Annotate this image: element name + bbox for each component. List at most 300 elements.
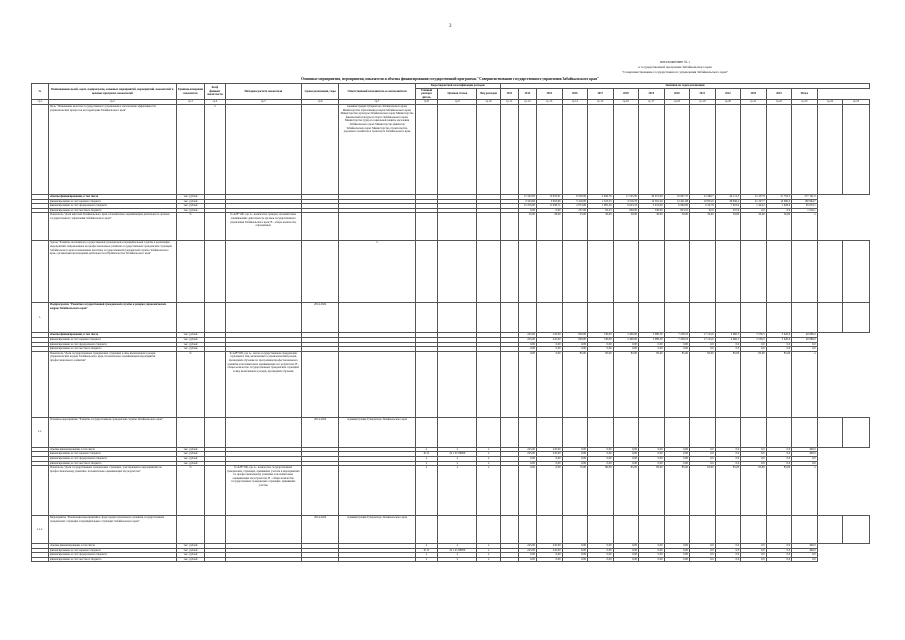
empty-cell [639,303,665,333]
table-body [32,104,870,562]
appendix-line-2: к государственной программе Забайкальского края [638,65,712,69]
value-cell: 600,00 [613,208,639,213]
bk-cell: x [477,456,500,461]
unit-cell: тыс. рублей [176,194,205,199]
empty-cell [562,516,588,544]
column-number: гр.19 [690,100,716,105]
value-cell: 0,00 [518,208,536,213]
value-cell: 0,0 [741,347,767,352]
empty-cell [613,516,639,544]
section-name: Подпрограмма "Развитие государственной гражданской службы и резерва управленческих кадров Забайкальского края" [49,303,177,333]
value-cell: 0,0 [715,452,741,457]
empty-cell [613,241,639,303]
value-cell: 0,00 [639,447,665,452]
value-cell: 0,0 [690,557,716,562]
empty-cell [843,417,870,447]
unit-cell: тыс. рублей [176,204,205,209]
bk-cell: x [415,461,437,466]
value-cell: 0,00 [639,548,665,553]
value-cell: 0,00 [664,548,690,553]
value-cell: 0,00 [518,557,536,562]
value-cell: 0,0 [792,342,818,347]
bk-cell: 0113 [415,548,437,553]
column-number: гр.25 [843,100,870,105]
header-bk-target: Целевая статья [438,88,477,100]
value-cell: 0,0 [741,456,767,461]
column-number: гр.24 [817,100,843,105]
column-number: гр.15 [588,100,614,105]
table-header [32,84,870,105]
value-cell: 0,00 [536,208,562,213]
value-cell-2013 [500,351,518,417]
value-cell: 0,0 [690,452,716,457]
header-no: № [32,84,49,100]
column-number: гр.6 [302,100,339,105]
empty-cell [438,241,477,303]
coef-cell [205,351,225,417]
value-cell: 0,0 [792,557,818,562]
value-cell: 0,0 [715,553,741,558]
empty-cell [562,104,588,194]
header-year: 2024 [766,88,792,100]
value-cell: 3 556,5 [741,337,767,342]
value-cell: 85,00 [715,351,741,417]
empty-cell [741,417,767,447]
value-cell: 0,0 [715,548,741,553]
unit-cell: % [176,351,205,417]
bk-cell: x [477,548,500,553]
value-cell: 85,00 [690,351,716,417]
value-cell: 0,00 [588,544,614,549]
row-name: финансирование за счет местного бюджета [49,557,177,562]
value-cell: 245,00 [518,337,536,342]
empty-cell [690,104,716,194]
value-cell: 85,00 [664,351,690,417]
value-cell: 6 990,00 [664,204,690,209]
value-cell: 85,00 [562,351,588,417]
value-cell: 277 191,0 [792,194,818,199]
row-name: Показатель "Доля государственных гражданских служащих и лиц, включенных в резерв управленческих кадров Забайкальского края, положительно оценивающих мероприятия профессионального развития" [49,351,177,417]
bk-cell [477,351,500,417]
term-cell: 2014-2024 [302,303,339,333]
table-row [32,351,870,417]
header-coef: Коэф фициент значи мости [205,84,225,100]
value-cell: 0,00 [518,461,536,466]
empty-cell [536,417,562,447]
column-number: гр.23 [792,100,818,105]
value-cell: 40 086,0 [792,337,818,342]
section-row [32,303,870,333]
value-cell: 0,00 [639,461,665,466]
value-cell: 3 556,5 [741,333,767,338]
term-cell [302,104,339,194]
header-year: 2021 [690,88,716,100]
value-cell: 0,00 [639,452,665,457]
empty-cell [438,104,477,194]
unit-cell [176,303,205,333]
value-cell: 0,0 [690,447,716,452]
value-cell: x [792,213,818,241]
section-row [32,417,870,447]
value-cell: 0,0 [766,452,792,457]
value-cell: 11 525,90 [613,194,639,199]
value-cell: 0,0 [741,342,767,347]
value-cell: 6 623,10 [613,204,639,209]
coef-cell [205,516,225,544]
value-cell: 0,00 [664,447,690,452]
section-name: Мероприятие "Реализация мероприятий в сфере профессионального развития государственных гражданских служащих и муниципальных служащих Забайкальского края" [49,516,177,544]
value-cell: 0,00 [562,544,588,549]
value-cell: 740,00 [588,333,614,338]
number-cell: 1.1.1. [32,516,49,544]
value-cell: 3 620,0 [766,337,792,342]
value-cell: 0,0 [741,452,767,457]
appendix-line-1: ПРИЛОЖЕНИЕ № 1 [659,60,691,64]
value-cell: 0,0 [690,347,716,352]
value-cell: 2 343,66 [518,199,536,204]
empty-cell [415,417,437,447]
value-cell: 0,00 [664,544,690,549]
row-name: Показатель "Доля государственных гражданских служащих, участвующих в мероприятиях по профессиональному развитию, положительно оценивающих их результаты" [49,466,177,516]
value-cell: 85,00 [639,466,665,516]
value-cell: 0,00 [664,557,690,562]
resp-cell [339,557,416,562]
value-cell: 245,00 [518,333,536,338]
empty-cell [536,516,562,544]
unit-cell: тыс. рублей [176,333,205,338]
value-cell: 850,00 [562,337,588,342]
number-cell [32,213,49,241]
unit-cell: % [176,213,205,241]
value-cell: 21 793,5 [766,194,792,199]
value-cell: 0,0 [741,461,767,466]
value-cell: 245,00 [518,447,536,452]
bk-cell: x [438,553,477,558]
empty-cell [500,516,518,544]
resp-cell [339,303,416,333]
value-cell: 0,00 [562,557,588,562]
column-number: гр.5 [225,100,302,105]
column-number: гр.12 [518,100,536,105]
coef-cell: x [205,104,225,194]
header-bk-type: Вид расходов [477,88,500,100]
empty-cell [664,241,690,303]
empty-cell [588,241,614,303]
unit-cell: тыс. рублей [176,208,205,213]
value-cell: 0,0 [741,548,767,553]
row-name: финансирование за счет местного бюджета [49,461,177,466]
value-cell: 85,00 [613,466,639,516]
coef-cell [205,213,225,241]
bk-cell [415,351,437,417]
empty-cell [415,104,437,194]
value-cell: 245,00 [536,452,562,457]
value-cell: 1 424,2 [741,204,767,209]
value-cell: 10 823,0 [690,199,716,204]
unit-cell: тыс. рублей [176,342,205,347]
empty-cell [588,516,614,544]
row-name: объемы финансирования, в том числе [49,447,177,452]
value-cell: 0,0 [690,548,716,553]
value-cell: 0,0 [715,544,741,549]
value-cell: 65 653,1 [792,204,818,209]
column-number: гр.22 [766,100,792,105]
empty-cell [664,303,690,333]
empty-cell [690,241,716,303]
header-term: Сроки реализации, годы [302,84,339,100]
bk-cell [438,351,477,417]
value-cell: 0,00 [613,461,639,466]
bk-cell: x [415,544,437,549]
value-cell: 0,00 [613,447,639,452]
program-table [31,83,870,562]
value-cell: 0,00 [562,342,588,347]
empty-cell [500,303,518,333]
empty-cell [817,417,843,447]
value-cell: 0,0 [766,461,792,466]
empty-cell [817,516,843,544]
value-cell: 85,00 [664,466,690,516]
value-cell: 0,0 [741,544,767,549]
bk-cell [477,213,500,241]
section-row [32,241,870,303]
column-number: гр.2 [49,100,177,105]
value-cell: 85,00 [715,466,741,516]
bk-cell: x [477,447,500,452]
empty-cell [766,241,792,303]
value-cell: 850,00 [562,333,588,338]
value-cell: 0,0 [766,553,792,558]
value-cell: 0,00 [518,347,536,352]
table-row [32,466,870,516]
row-name: финансирование за счет краевого бюджета [49,452,177,457]
empty-cell [843,303,870,333]
value-cell: 0,00 [588,557,614,562]
value-cell: 0,00 [588,347,614,352]
value-cell: 2 409,00 [613,337,639,342]
unit-cell [176,241,205,303]
empty-cell [588,303,614,333]
value-cell: 85,00 [741,466,767,516]
value-cell: 30,00 [690,213,716,241]
value-cell: 0,00 [639,557,665,562]
value-cell: 0,00 [562,447,588,452]
resp-cell: Администрация Губернатора Забайкальского края; Министерство образования и науки Забайкальского края; Министерство культуры Забайкальского края; Министерство физической культуры и спорта Забайкальского края; Министерство труда и социальной защиты населения Забайкальского края; Министерство финансов Забайкальского края; Министерство строительства, дорожного хозяйства и транспорта Забайкальского края [339,104,416,194]
number-cell [32,104,49,194]
header-bk-main: Главный распоря дитель [415,88,437,100]
value-cell: 92,23 [588,208,614,213]
empty-cell [536,241,562,303]
value-cell: 0,0 [715,347,741,352]
empty-cell [817,303,843,333]
value-cell: 7 238,53 [664,333,690,338]
value-cell: 245,00 [536,333,562,338]
value-cell: 0,00 [562,456,588,461]
method-cell [225,417,302,447]
empty-cell [500,104,518,194]
unit-cell: тыс. рублей [176,557,205,562]
value-cell: 490,0 [792,447,818,452]
row-name: финансирование за счет федерального бюджета [49,553,177,558]
empty-cell [477,417,500,447]
value-cell: 0,0 [741,553,767,558]
bk-cell: x [415,447,437,452]
bk-cell: 19 1 01 68000 [438,452,477,457]
value-cell: 2 416,00 [639,204,665,209]
value-cell: 0,0 [766,208,792,213]
section-name: Цель "Повышение качества государственного управления и обеспечение эффективности управленческих процессов на территории Забайкальского края" [49,104,177,194]
value-cell: 11 098,71 [536,204,562,209]
value-cell: 1 523,33 [588,199,614,204]
bk-cell: 19 1 01 88000 [438,548,477,553]
value-cell: 14 690,3 [766,199,792,204]
value-cell: 30,00 [715,213,741,241]
section-row [32,516,870,544]
column-number: гр.18 [664,100,690,105]
value-cell: 85,00 [766,466,792,516]
empty-cell [843,104,870,194]
method-cell [225,303,302,333]
value-cell: 0,0 [715,447,741,452]
bk-cell: x [477,557,500,562]
unit-cell: тыс. рублей [176,337,205,342]
value-cell: 330,00 [639,208,665,213]
page-number: 3 [449,24,452,29]
value-cell: 0,00 [588,553,614,558]
number-cell [32,466,49,516]
value-cell: 21 237,8 [741,194,767,199]
value-cell: 1 628,2 [766,204,792,209]
header-total: Итого [792,88,818,100]
value-cell-2013 [500,466,518,516]
value-cell: 30,00 [741,213,767,241]
value-cell: 15 343,83 [518,194,536,199]
header-method: Методика расчета показателя [225,84,302,100]
unit-cell: тыс. рублей [176,452,205,457]
empty-cell [518,241,536,303]
row-name: финансирование за счет федерального бюджета [49,204,177,209]
empty-cell [843,516,870,544]
empty-cell [664,417,690,447]
value-cell: 17 143,6 [690,333,716,338]
value-cell: 0,00 [639,342,665,347]
empty-cell [588,104,614,194]
value-cell: 4 660,5 [715,337,741,342]
value-cell: 21 227,7 [741,199,767,204]
value-cell: 245,00 [536,544,562,549]
value-cell: 3 980,30 [639,337,665,342]
bk-cell: x [477,452,500,457]
empty-cell [766,516,792,544]
empty-cell [741,241,767,303]
value-cell: 0,00 [664,456,690,461]
value-cell: 85,00 [639,351,665,417]
term-cell [302,241,339,303]
empty-cell [690,303,716,333]
empty-cell [613,104,639,194]
value-cell: 245,00 [536,337,562,342]
table-row [32,557,870,562]
value-cell: 0,0 [741,208,767,213]
value-cell: 490,0 [792,544,818,549]
value-cell: 22 480,7 [690,194,716,199]
column-number: гр.16 [613,100,639,105]
value-cell: 7 023,0 [715,204,741,209]
method-cell [225,104,302,194]
unit-cell: тыс. рублей [176,456,205,461]
value-cell: 85,00 [690,466,716,516]
value-cell: 0,0 [792,553,818,558]
term-cell: 2014-2024 [302,516,339,544]
empty-cell [715,241,741,303]
value-cell: 30,00 [639,213,665,241]
value-cell: 15 993,91 [536,194,562,199]
value-cell: 0,00 [639,553,665,558]
unit-cell: тыс. рублей [176,461,205,466]
value-cell: 5 319,00 [562,199,588,204]
header-values-group: Значения по годам реализации [500,84,869,89]
value-cell: 12 479,00 [518,204,536,209]
value-cell: 0,0 [715,456,741,461]
empty-cell [690,417,716,447]
value-cell: x [792,466,818,516]
value-cell: 0,00 [613,452,639,457]
value-cell: 0,00 [562,461,588,466]
value-cell: 2 673,00 [562,204,588,209]
value-cell: 75,00 [562,466,588,516]
column-number: гр.20 [715,100,741,105]
coef-cell [205,557,225,562]
header-year: 2014 [518,88,536,100]
unit-cell: тыс. рублей [176,548,205,553]
value-cell: 0,0 [690,456,716,461]
value-cell: 0,0 [792,461,818,466]
empty-cell [415,516,437,544]
number-cell: 1.1. [32,417,49,447]
value-cell: 0,00 [664,461,690,466]
value-cell-2013 [500,557,518,562]
value-cell: 0,00 [588,548,614,553]
value-cell: 0,00 [536,466,562,516]
column-number: гр.21 [741,100,767,105]
value-cell: 0,00 [613,544,639,549]
header-year: 2015 [536,88,562,100]
empty-cell [792,303,818,333]
value-cell: 0,00 [536,342,562,347]
value-cell: 25,00 [562,213,588,241]
empty-cell [536,303,562,333]
value-cell: 0,00 [664,553,690,558]
number-cell [32,351,49,417]
value-cell: 0,00 [664,452,690,457]
empty-cell [477,104,500,194]
value-cell-2013 [500,213,518,241]
empty-cell [766,303,792,333]
value-cell: 0,0 [741,447,767,452]
value-cell: 80,00 [588,466,614,516]
value-cell: 245,00 [518,544,536,549]
empty-cell [588,417,614,447]
row-name: финансирование за счет краевого бюджета [49,199,177,204]
value-cell: 2 496,76 [588,194,614,199]
table-row [32,213,870,241]
row-name: объемы финансирования, в том числе [49,194,177,199]
value-cell: 0,00 [588,342,614,347]
method-cell [225,241,302,303]
unit-cell: тыс. рублей [176,347,205,352]
value-cell: 4 660,5 [715,333,741,338]
empty-cell [715,516,741,544]
